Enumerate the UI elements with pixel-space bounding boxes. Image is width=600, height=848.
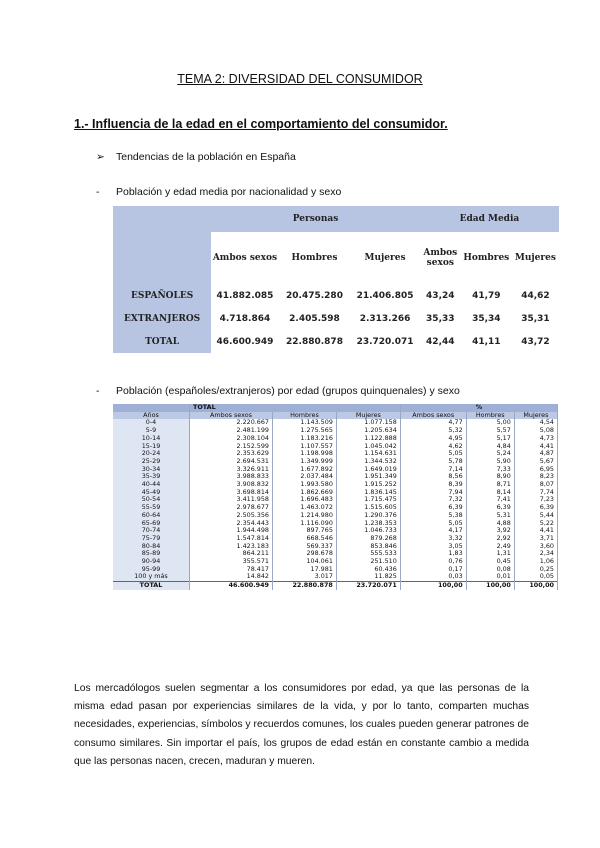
table-cell: 6,95 (514, 466, 557, 474)
table-cell: 2,34 (514, 550, 557, 558)
table-cell: 100,00 (400, 582, 466, 590)
age-group-label: 25-29 (113, 458, 190, 466)
table-cell: 1.862.669 (273, 489, 337, 497)
group-header-total: TOTAL (190, 404, 401, 412)
table-cell: 1.116.090 (273, 520, 337, 528)
table-cell: 2.505.356 (190, 512, 273, 520)
table-row (113, 520, 558, 528)
column-header: Mujeres (350, 232, 420, 284)
table-cell: 1.107.557 (273, 443, 337, 451)
table-cell: 8,56 (400, 473, 466, 481)
table-cell: 4,41 (514, 443, 557, 451)
table-cell: 1.944.498 (190, 527, 273, 535)
table-cell: 5,08 (514, 427, 557, 435)
table-cell: 1.045.042 (336, 443, 400, 451)
table-cell: 897.765 (273, 527, 337, 535)
table-cell: 1.183.216 (273, 435, 337, 443)
age-group-label: 45-49 (113, 489, 190, 497)
age-group-label: 30-34 (113, 466, 190, 474)
dash-bullet-icon: - (96, 385, 100, 397)
table-cell: 5,78 (400, 458, 466, 466)
table-cell: 1.214.980 (273, 512, 337, 520)
table-cell: 17.981 (273, 566, 337, 574)
table-cell: 1.696.483 (273, 496, 337, 504)
bullet-tendencias (96, 151, 296, 163)
table-cell: 4,95 (400, 435, 466, 443)
table-cell: 6,39 (514, 504, 557, 512)
table-cell: 5,00 (466, 419, 514, 427)
table-cell: 4,62 (400, 443, 466, 451)
column-header: Ambos sexos (211, 232, 279, 284)
table-cell: 1.423.183 (190, 543, 273, 551)
row-label: TOTAL (113, 331, 211, 353)
column-header: Mujeres (514, 412, 557, 420)
table-cell: 1.993.580 (273, 481, 337, 489)
table-cell: 5,05 (400, 450, 466, 458)
table-cell: 23.720.071 (356, 337, 414, 347)
page-title: TEMA 2: DIVERSIDAD DEL CONSUMIDOR (177, 72, 423, 86)
table-cell: 8,39 (400, 481, 466, 489)
table-cell: 7,14 (400, 466, 466, 474)
arrow-bullet-icon: ➢ (96, 151, 105, 163)
group-header-personas: Personas (211, 206, 420, 232)
bullet-text: Población (españoles/extranjeros) por edad (grupos quinquenales) y sexo (116, 385, 460, 397)
table-cell: 879.268 (336, 535, 400, 543)
table-cell: 1.077.158 (336, 419, 400, 427)
table-cell: 3.698.814 (190, 489, 273, 497)
age-group-label: 55-59 (113, 504, 190, 512)
table-cell: 2.481.199 (190, 427, 273, 435)
table-cell: 41,11 (472, 337, 501, 347)
table-row (113, 419, 558, 427)
bullet-text: Tendencias de la población en España (116, 151, 296, 163)
table-cell: 5,22 (514, 520, 557, 528)
table-row (113, 527, 558, 535)
table-cell: 7,41 (466, 496, 514, 504)
table-row (113, 558, 558, 566)
table-cell: 42,44 (426, 337, 455, 347)
table-cell: 3.988.833 (190, 473, 273, 481)
table-cell: 7,32 (400, 496, 466, 504)
table-row (113, 481, 558, 489)
table-cell: 5,67 (514, 458, 557, 466)
table-row (113, 582, 558, 590)
table-cell: 41.882.085 (216, 290, 274, 301)
table-cell: 1.547.814 (190, 535, 273, 543)
bullet-text: Población y edad media por nacionalidad y sexo (116, 186, 342, 198)
table-cell: 35,33 (426, 314, 455, 324)
table-cell: 1.198.998 (273, 450, 337, 458)
age-group-label: 95-99 (113, 566, 190, 574)
table-row (113, 543, 558, 551)
table-cell: 3.411.958 (190, 496, 273, 504)
age-group-label: 65-69 (113, 520, 190, 528)
table-cell: 4,84 (466, 443, 514, 451)
table-cell: 0,08 (466, 566, 514, 574)
table-cell: 5,31 (466, 512, 514, 520)
age-group-label: 15-19 (113, 443, 190, 451)
age-group-label: 90-94 (113, 558, 190, 566)
table-cell: 1.046.733 (336, 527, 400, 535)
table-cell: 4,77 (400, 419, 466, 427)
table-cell: 20.475.280 (286, 290, 343, 301)
table-cell: 5,32 (400, 427, 466, 435)
table-cell: 14.842 (190, 573, 273, 581)
table-cell: 1.836.145 (336, 489, 400, 497)
table-row (113, 566, 558, 574)
table-cell: 3,05 (400, 543, 466, 551)
table-cell: 2.308.104 (190, 435, 273, 443)
table-row (113, 473, 558, 481)
table-cell: 100,00 (466, 582, 514, 590)
table-cell: 1.275.565 (273, 427, 337, 435)
age-group-label: 50-54 (113, 496, 190, 504)
bullet-poblacion-grupos-quinquenales (96, 385, 460, 397)
column-header: Hombres (279, 232, 351, 284)
column-header: Años (113, 412, 190, 420)
table-cell: 2.353.629 (190, 450, 273, 458)
table-row (113, 496, 558, 504)
table-cell: 100,00 (514, 582, 557, 590)
dash-bullet-icon: - (96, 186, 100, 198)
table-cell: 2.152.599 (190, 443, 273, 451)
table-cell: 5,17 (466, 435, 514, 443)
table-cell: 8,71 (466, 481, 514, 489)
table-cell: 78.417 (190, 566, 273, 574)
table-row (113, 535, 558, 543)
table-cell: 1.290.376 (336, 512, 400, 520)
age-group-label: 75-79 (113, 535, 190, 543)
table-row (113, 466, 558, 474)
table-cell: 0,03 (400, 573, 466, 581)
body-paragraph: Los mercadólogos suelen segmentar a los consumidores por edad, ya que las personas de la misma edad pasan por experiencias similares de la vida, y por lo tanto, comparten muchas necesidades, experiencias, símbolos y recuerdos comunes, los cuales pueden generar patrones de consumo similares. Sin importar el país, los grupos de edad están en constante cambio a medida que las personas nacen, crecen, maduran y mueren. (74, 683, 529, 767)
table-cell: 1.515.605 (336, 504, 400, 512)
table-cell: 668.546 (273, 535, 337, 543)
table-cell: 251.510 (336, 558, 400, 566)
row-label: ESPAÑOLES (113, 284, 211, 307)
table-row (113, 489, 558, 497)
table-cell: 2.220.667 (190, 419, 273, 427)
table-row (113, 284, 559, 307)
table-row (113, 435, 558, 443)
table-cell: 298.678 (273, 550, 337, 558)
age-group-table (113, 404, 558, 590)
table-cell: 569.337 (273, 543, 337, 551)
table-cell: 1.205.634 (336, 427, 400, 435)
age-group-label: 5-9 (113, 427, 190, 435)
table-cell: 41,79 (472, 290, 501, 301)
table-cell: 104.061 (273, 558, 337, 566)
table-cell: 22.880.878 (286, 337, 343, 347)
table-row (113, 331, 559, 353)
table-cell: 5,57 (466, 427, 514, 435)
column-header: Ambos sexos (420, 232, 461, 284)
table-cell: 355.571 (190, 558, 273, 566)
table-cell: 0,45 (466, 558, 514, 566)
table-cell: 3.326.911 (190, 466, 273, 474)
table-row (113, 443, 558, 451)
table-cell: 1.951.349 (336, 473, 400, 481)
age-group-label: 100 y más (113, 573, 190, 581)
table-cell: 1,31 (466, 550, 514, 558)
age-group-label: 80-84 (113, 543, 190, 551)
age-group-label: 20-24 (113, 450, 190, 458)
table-row (113, 450, 558, 458)
table-cell: 4.718.864 (219, 314, 271, 324)
age-group-label: 85-89 (113, 550, 190, 558)
table-cell: 3.908.832 (190, 481, 273, 489)
group-header-edad-media: Edad Media (420, 206, 559, 232)
table-cell: 1.677.892 (273, 466, 337, 474)
column-header: Hombres (461, 232, 512, 284)
age-group-label: 40-44 (113, 481, 190, 489)
table-row (113, 307, 559, 331)
table-cell: 1.344.532 (336, 458, 400, 466)
table-cell: 4,87 (514, 450, 557, 458)
table-cell: 44,62 (521, 290, 550, 301)
table-cell: 0,01 (466, 573, 514, 581)
table-row (113, 550, 558, 558)
table-cell: 5,44 (514, 512, 557, 520)
column-header: Hombres (466, 412, 514, 420)
nationality-age-table (113, 206, 559, 353)
table-cell: 5,05 (400, 520, 466, 528)
table-cell: 43,72 (521, 337, 550, 347)
table-cell: 1.463.072 (273, 504, 337, 512)
table-cell: 0,17 (400, 566, 466, 574)
table-cell: 23.720.071 (336, 582, 400, 590)
table-cell: 43,24 (426, 290, 455, 301)
table-cell: 1.715.475 (336, 496, 400, 504)
table-cell: 60.436 (336, 566, 400, 574)
age-group-label: 60-64 (113, 512, 190, 520)
table-cell: 7,94 (400, 489, 466, 497)
column-header: Mujeres (336, 412, 400, 420)
table-cell: 4,17 (400, 527, 466, 535)
table-cell: 1.915.252 (336, 481, 400, 489)
table-cell: 2,49 (466, 543, 514, 551)
table-cell: 22.880.878 (273, 582, 337, 590)
age-group-label: 35-39 (113, 473, 190, 481)
table-cell: 21.406.805 (356, 290, 414, 301)
column-header: Hombres (273, 412, 337, 420)
row-label: EXTRANJEROS (113, 307, 211, 331)
age-group-label: TOTAL (113, 582, 190, 590)
table-cell: 2.037.484 (273, 473, 337, 481)
table-cell: 0,25 (514, 566, 557, 574)
table-cell: 46.600.949 (190, 582, 273, 590)
table-cell: 7,74 (514, 489, 557, 497)
table-cell: 1.122.888 (336, 435, 400, 443)
table-cell: 0,76 (400, 558, 466, 566)
table-cell: 0,05 (514, 573, 557, 581)
section-heading: 1.- Influencia de la edad en el comportamiento del consumidor. (74, 117, 448, 131)
table-cell: 5,24 (466, 450, 514, 458)
table-cell: 8,23 (514, 473, 557, 481)
table-cell: 2.405.598 (289, 314, 340, 324)
group-header-percent: % (400, 404, 557, 412)
table-cell: 1.154.631 (336, 450, 400, 458)
table-cell: 4,54 (514, 419, 557, 427)
table-cell: 3.017 (273, 573, 337, 581)
table-cell: 1,06 (514, 558, 557, 566)
table-cell: 11.825 (336, 573, 400, 581)
table-cell: 6,39 (466, 504, 514, 512)
table-cell: 853.846 (336, 543, 400, 551)
table-cell: 5,38 (400, 512, 466, 520)
table-cell: 1,83 (400, 550, 466, 558)
bullet-poblacion-edad-media (96, 186, 341, 198)
table-cell: 555.533 (336, 550, 400, 558)
column-header: Ambos sexos (400, 412, 466, 420)
table-row (113, 512, 558, 520)
table-cell: 3,32 (400, 535, 466, 543)
table-cell: 8,90 (466, 473, 514, 481)
table-cell: 1.649.019 (336, 466, 400, 474)
table-cell: 4,88 (466, 520, 514, 528)
table-cell: 1.238.353 (336, 520, 400, 528)
table-cell: 2.354.443 (190, 520, 273, 528)
table-cell: 35,31 (521, 314, 550, 324)
table-cell: 8,07 (514, 481, 557, 489)
table-cell: 3,92 (466, 527, 514, 535)
table-cell: 46.600.949 (216, 337, 274, 347)
column-header: Mujeres (512, 232, 559, 284)
column-header: Ambos sexos (190, 412, 273, 420)
table-cell: 5,90 (466, 458, 514, 466)
table-cell: 2,92 (466, 535, 514, 543)
table-cell: 8,14 (466, 489, 514, 497)
table-cell: 4,41 (514, 527, 557, 535)
table-row (113, 458, 558, 466)
table-cell: 864.211 (190, 550, 273, 558)
table-row (113, 504, 558, 512)
table-cell: 2.313.266 (359, 314, 411, 324)
age-group-label: 10-14 (113, 435, 190, 443)
age-group-label: 0-4 (113, 419, 190, 427)
table-cell: 2.978.677 (190, 504, 273, 512)
age-group-label: 70-74 (113, 527, 190, 535)
table-cell: 1.143.509 (273, 419, 337, 427)
table-cell: 7,33 (466, 466, 514, 474)
table-cell: 35,34 (472, 314, 501, 324)
table-cell: 3,71 (514, 535, 557, 543)
table-cell: 2.694.531 (190, 458, 273, 466)
table-cell: 7,23 (514, 496, 557, 504)
table-cell: 4,73 (514, 435, 557, 443)
table-cell: 3,60 (514, 543, 557, 551)
table-row (113, 427, 558, 435)
table-cell: 6,39 (400, 504, 466, 512)
table-cell: 1.349.999 (273, 458, 337, 466)
